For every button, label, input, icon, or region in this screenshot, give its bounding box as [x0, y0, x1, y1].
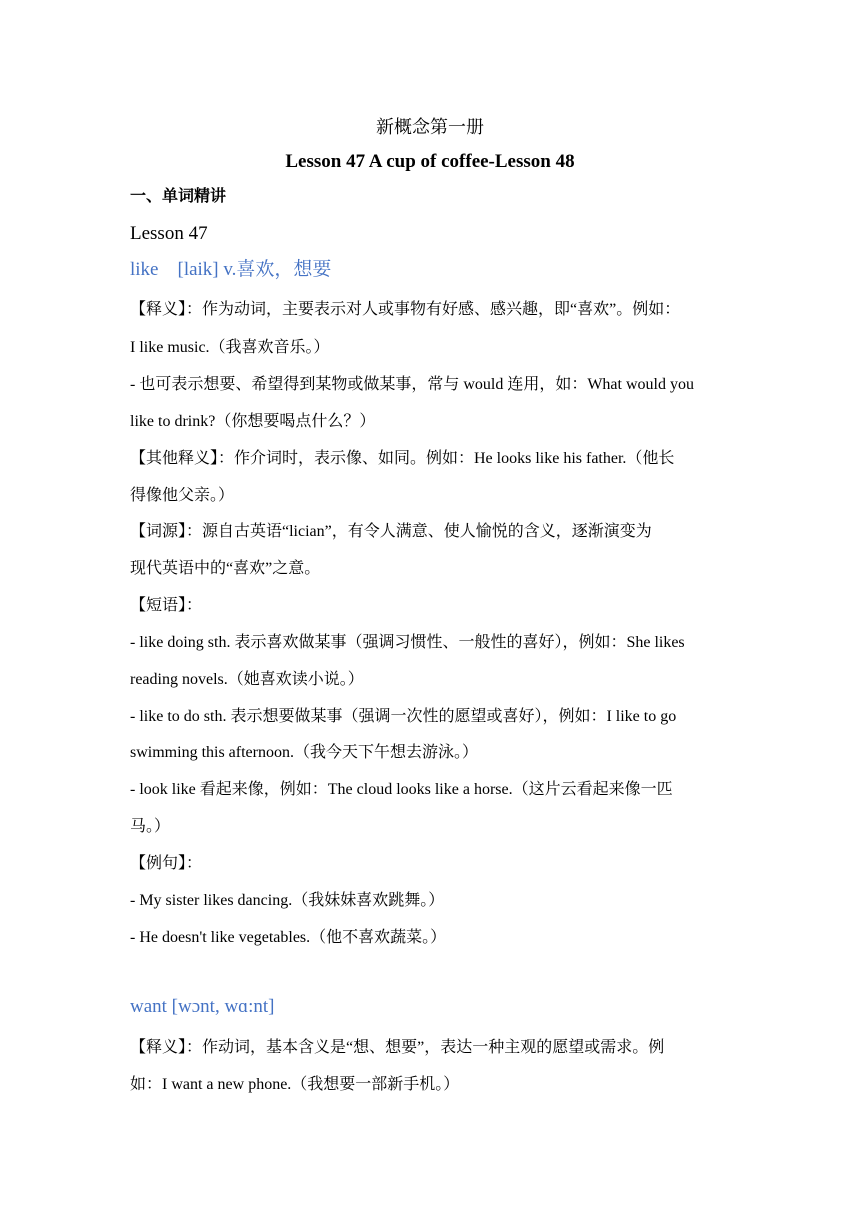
- lesson-title: Lesson 47 A cup of coffee-Lesson 48: [285, 151, 575, 172]
- phrase-line: reading novels.（她喜欢读小说。）: [130, 671, 364, 688]
- other-meaning-line: 得像他父亲。）: [130, 487, 235, 504]
- other-meaning-line: 【其他释义】：作介词时，表示像、如同。例如：He looks like his father.（他长: [130, 450, 675, 467]
- headword-want: want [wɔnt, wɑ:nt]: [130, 996, 275, 1017]
- etymology-line: 现代英语中的“喜欢”之意。: [130, 560, 321, 577]
- examples-label: 【例句】：: [130, 855, 203, 872]
- example-sentence: - He doesn't like vegetables.（他不喜欢蔬菜。）: [130, 929, 447, 946]
- phrases-label: 【短语】：: [130, 597, 203, 614]
- definition-line: 如：I want a new phone.（我想要一部新手机。）: [130, 1076, 460, 1093]
- definition-line: 【释义】：作动词，基本含义是“想、想要”，表达一种主观的愿望或需求。例: [130, 1039, 665, 1056]
- phrase-line: 马。）: [130, 818, 171, 835]
- phrase-line: swimming this afternoon.（我今天下午想去游泳。）: [130, 744, 478, 761]
- phrase-line: - look like 看起来像，例如：The cloud looks like a horse.（这片云看起来像一匹: [130, 781, 673, 798]
- example-sentence: - My sister likes dancing.（我妹妹喜欢跳舞。）: [130, 892, 445, 909]
- definition-line: like to drink?（你想要喝点什么？）: [130, 413, 376, 430]
- definition-line: - 也可表示想要、希望得到某物或做某事，常与 would 连用，如：What would you: [130, 376, 694, 393]
- section-heading: 一、单词精讲: [130, 188, 227, 205]
- document-title: 新概念第一册: [376, 117, 484, 137]
- lesson-label: Lesson 47: [130, 223, 208, 244]
- headword-like: like [laik] v.喜欢，想要: [130, 259, 332, 280]
- phrase-line: - like to do sth. 表示想要做某事（强调一次性的愿望或喜好），例如：I like to go: [130, 708, 677, 725]
- definition-line: I like music.（我喜欢音乐。）: [130, 339, 330, 356]
- etymology-line: 【词源】：源自古英语“lician”，有令人满意、使人愉悦的含义，逐渐演变为: [130, 523, 652, 540]
- phrase-line: - like doing sth. 表示喜欢做某事（强调习惯性、一般性的喜好），例如：She likes: [130, 634, 685, 651]
- definition-line: 【释义】：作为动词，主要表示对人或事物有好感、感兴趣，即“喜欢”。例如：: [130, 301, 681, 318]
